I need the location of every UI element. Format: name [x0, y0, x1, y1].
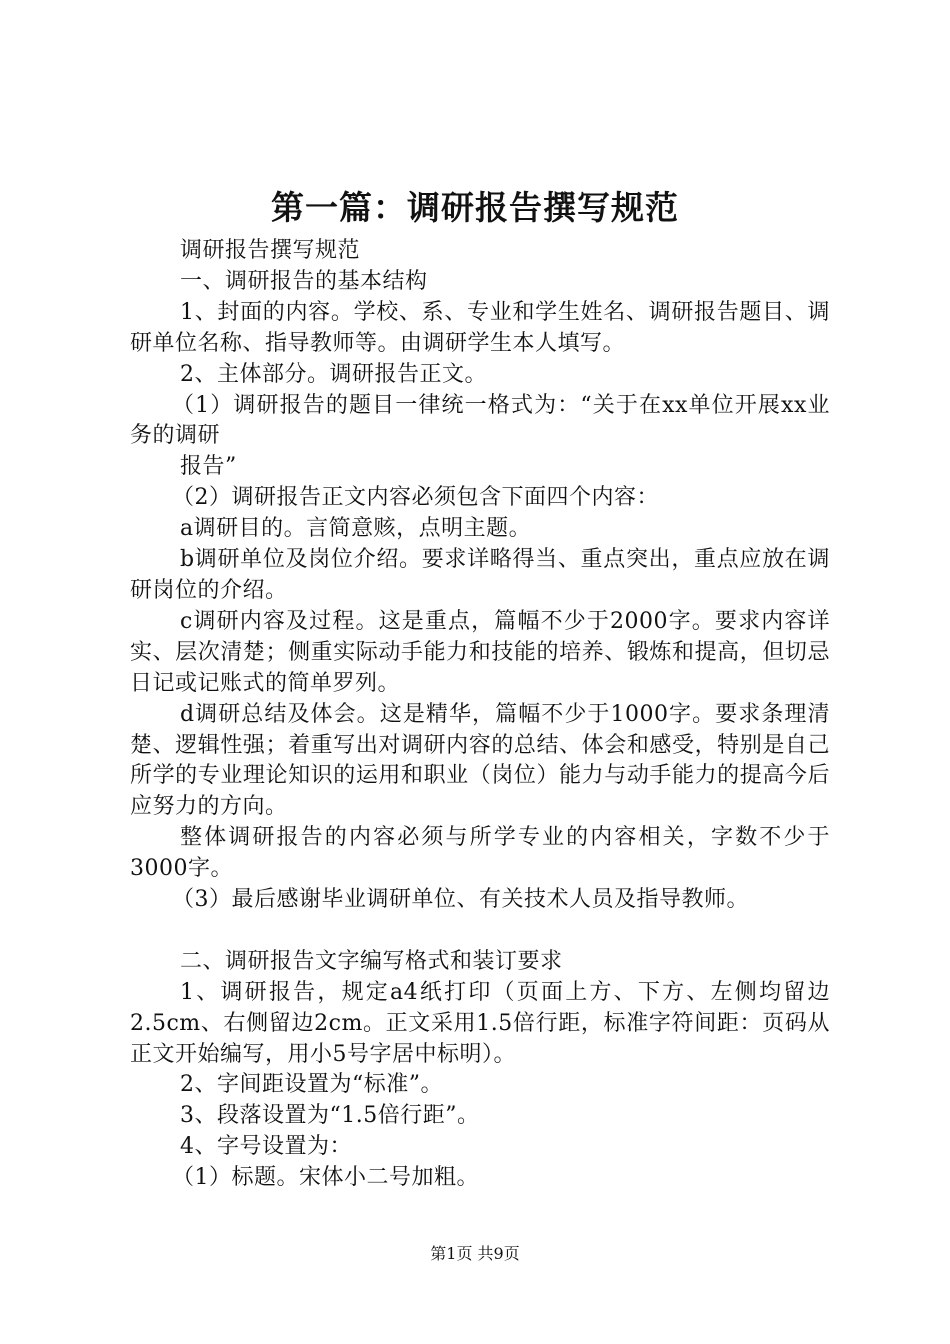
paragraph: （1）调研报告的题目一律统一格式为：“关于在xx单位开展xx业务的调研 [130, 392, 830, 449]
paragraph: 报告” [180, 454, 237, 480]
paragraph: 4、字号设置为： [180, 1134, 352, 1160]
paragraph: 整体调研报告的内容必须与所学专业的内容相关，字数不少于3000字。 [130, 825, 830, 882]
paragraph: （1）标题。宋体小二号加粗。 [172, 1165, 479, 1191]
paragraph: c调研内容及过程。这是重点，篇幅不少于2000字。要求内容详实、层次清楚；侧重实际动手能力和技能的培养、锻炼和提高，但切忌日记或记账式的简单罗列。 [130, 608, 830, 696]
paragraph: 2、主体部分。调研报告正文。 [180, 361, 487, 387]
paragraph: 3、段落设置为“1.5倍行距”。 [180, 1103, 480, 1129]
paragraph: 2、字间距设置为“标准”。 [180, 1072, 443, 1098]
paragraph: （2）调研报告正文内容必须包含下面四个内容： [172, 485, 659, 511]
paragraph: b调研单位及岗位介绍。要求详略得当、重点突出，重点应放在调研岗位的介绍。 [130, 547, 830, 603]
paragraph: 调研报告撰写规范 [180, 238, 361, 263]
paragraph: （3）最后感谢毕业调研单位、有关技术人员及指导教师。 [172, 887, 749, 913]
paragraph: 1、封面的内容。学校、系、专业和学生姓名、调研报告题目、调研单位名称、指导教师等。由调研学生本人填写。 [130, 299, 830, 356]
section-heading: 一、调研报告的基本结构 [180, 268, 428, 294]
document-body [130, 236, 830, 1194]
paragraph: a调研目的。言简意赅，点明主题。 [180, 516, 532, 542]
blank-line [130, 916, 830, 947]
page-footer: 第1页 共9页 [430, 1244, 520, 1263]
document-title: 第一篇：调研报告撰写规范 [271, 188, 679, 227]
paragraph: 1、调研报告，规定a4纸打印（页面上方、下方、左侧均留边2.5cm、右侧留边2cm。正文采用1.5倍行距，标准字符间距：页码从正文开始编写，用小5号字居中标明）。 [130, 979, 830, 1067]
section-heading: 二、调研报告文字编写格式和装订要求 [180, 948, 563, 974]
paragraph: d调研总结及体会。这是精华，篇幅不少于1000字。要求条理清楚、逻辑性强；着重写出对调研内容的总结、体会和感受，特别是自己所学的专业理论知识的运用和职业（岗位）能力与动手能力的提高今后应努力的方向。 [130, 701, 830, 820]
